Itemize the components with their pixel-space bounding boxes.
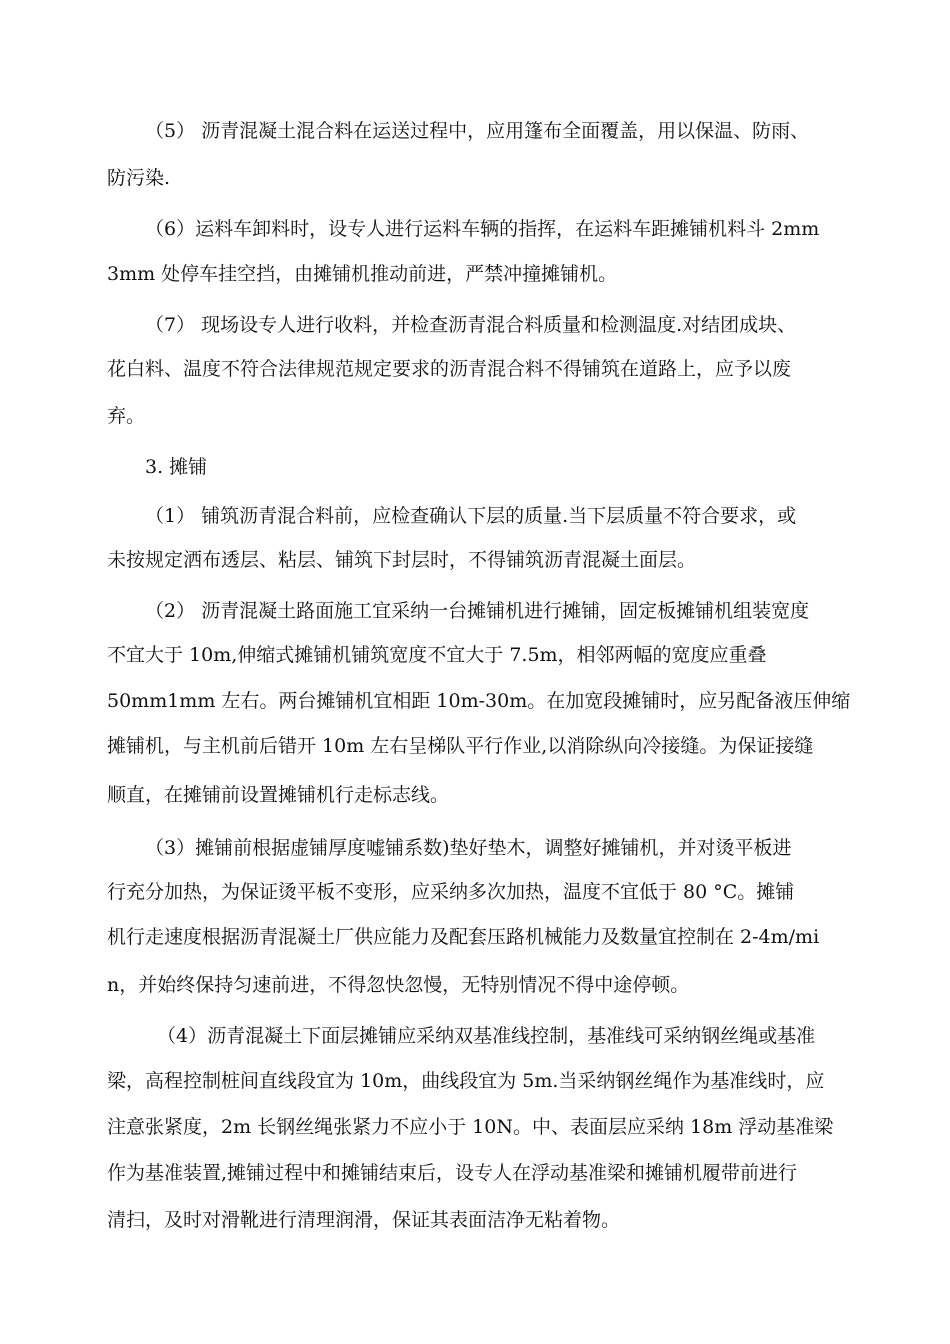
text-line: 梁，高程控制桩间直线段宜为 10m，曲线段宜为 5m.当采纳钢丝绳作为基准线时，应	[107, 1070, 825, 1092]
text-line: 机行走速度根据沥青混凝土厂供应能力及配套压路机械能力及数量宜控制在 2-4m/mi	[107, 926, 820, 948]
text-line: 行充分加热，为保证烫平板不变形，应采纳多次加热，温度不宜低于 80 °C。摊铺	[107, 881, 795, 903]
text-line: （5） 沥青混凝土混合料在运送过程中，应用篷布全面覆盖，用以保温、防雨、	[145, 120, 810, 142]
text-line: （4）沥青混凝土下面层摊铺应采纳双基准线控制，基准线可采纳钢丝绳或基准	[157, 1025, 816, 1047]
text-line: （1） 铺筑沥青混合料前，应检查确认下层的质量.当下层质量不符合要求，或	[145, 505, 797, 527]
text-line: 防污染.	[107, 167, 171, 189]
text-line: 清扫，及时对滑靴进行清理润滑，保证其表面洁净无粘着物。	[107, 1209, 621, 1231]
text-line: 3mm 处停车挂空挡，由摊铺机推动前进，严禁冲撞摊铺机。	[107, 263, 618, 285]
text-line: 作为基准装置,摊铺过程中和摊铺结束后，设专人在浮动基准梁和摊铺机履带前进行	[107, 1162, 798, 1184]
text-line: 不宜大于 10m,伸缩式摊铺机铺筑宽度不宜大于 7.5m，相邻两幅的宽度应重叠	[107, 644, 767, 666]
text-line: （3）摊铺前根据虚铺厚度嘘铺系数)垫好垫木，调整好摊铺机，并对烫平板进	[145, 837, 792, 859]
text-line: 顺直，在摊铺前设置摊铺机行走标志线。	[107, 784, 450, 806]
text-line: 摊铺机，与主机前后错开 10m 左右呈梯队平行作业,以消除纵向冷接缝。为保证接缝	[107, 735, 814, 757]
text-line: 未按规定洒布透层、粘层、铺筑下封层时，不得铺筑沥青混凝土面层。	[107, 549, 697, 571]
text-line: （7） 现场设专人进行收料，并检查沥青混合料质量和检测温度.对结团成块、	[145, 314, 797, 336]
section-heading: 3. 摊铺	[145, 456, 208, 478]
text-line: 花白料、温度不符合法律规范规定要求的沥青混合料不得铺筑在道路上，应予以废	[107, 358, 792, 380]
text-line: （6）运料车卸料时，设专人进行运料车辆的指挥，在运料车距摊铺机料斗 2mm	[145, 218, 820, 240]
text-line: 注意张紧度，2m 长钢丝绳张紧力不应小于 10N。中、表面层应采纳 18m 浮动基准梁	[107, 1116, 834, 1138]
text-line: 弃。	[107, 405, 146, 427]
text-line: （2） 沥青混凝土路面施工宜采纳一台摊铺机进行摊铺，固定板摊铺机组装宽度	[145, 600, 810, 622]
text-line: n，并始终保持匀速前进，不得忽快忽慢，无特别情况不得中途停顿。	[107, 974, 690, 996]
text-line: 50mm1mm 左右。两台摊铺机宜相距 10m-30m。在加宽段摊铺时，应另配备液压伸缩	[107, 690, 851, 712]
